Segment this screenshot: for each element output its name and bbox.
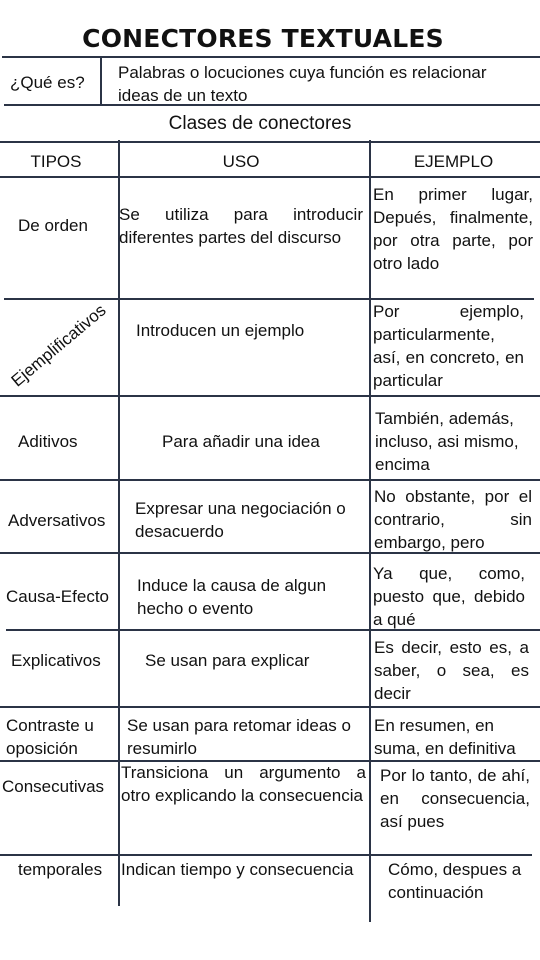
table-row-tipo: Causa-Efecto (6, 587, 109, 606)
table-row-uso: Transiciona un argumento a otro explicando la consecuencia (121, 763, 366, 805)
table-row-uso: Expresar una negociación o desacuerdo (135, 499, 346, 541)
table-row-ejemplo: Es decir, esto es, a saber, o sea, es decir (374, 638, 529, 703)
table-row-ejemplo: Ya que, como, puesto que, debido a qué (373, 564, 525, 629)
table-row-ejemplo: También, además, incluso, asi mismo, encima (375, 409, 519, 474)
table-row-tipo: De orden (18, 216, 88, 235)
divider (2, 56, 540, 58)
page-title: CONECTORES TEXTUALES (82, 24, 444, 53)
table-row-ejemplo: En primer lugar, Depués, finalmente, por otra parte, por otro lado (373, 185, 533, 273)
table-row-ejemplo: Por ejemplo, particularmente, así, en concreto, en particular (373, 302, 524, 390)
table-row-ejemplo: No obstante, por el contrario, sin embargo, pero (374, 487, 532, 552)
table-row-uso: Indican tiempo y consecuencia (121, 860, 354, 879)
table-row-ejemplo: Cómo, despues a continuación (388, 860, 522, 902)
table-row-tipo: Ejemplificativos (7, 300, 110, 391)
table-row-uso: Se usan para explicar (145, 651, 310, 670)
table-row-tipo: Adversativos (8, 511, 106, 530)
table-row-tipo: Explicativos (11, 651, 101, 670)
table-row-ejemplo: Por lo tanto, de ahí, en consecuencia, así pues (380, 766, 530, 831)
section-subtitle: Clases de conectores (168, 113, 352, 134)
divider (0, 706, 540, 708)
column-divider (369, 140, 371, 922)
divider (0, 141, 540, 143)
header-uso: USO (222, 152, 260, 171)
table-row-uso: Se usan para retomar ideas o resumirlo (127, 716, 351, 758)
table-row-tipo: Aditivos (18, 432, 78, 451)
table-row-uso: Induce la causa de algun hecho o evento (137, 576, 327, 618)
divider (100, 56, 102, 106)
column-divider (118, 140, 120, 906)
header-ejemplo: EJEMPLO (413, 152, 494, 171)
definition-text: Palabras o locuciones cuya función es relacionar ideas de un texto (118, 63, 487, 105)
divider (6, 629, 540, 631)
table-row-uso: Se utiliza para introducir diferentes partes del discurso (119, 205, 363, 247)
table-row-uso: Introducen un ejemplo (136, 321, 305, 340)
definition-label: ¿Qué es? (10, 73, 85, 92)
table-row-uso: Para añadir una idea (162, 432, 320, 451)
table-row-tipo: temporales (18, 860, 103, 879)
divider (0, 395, 540, 397)
divider (0, 854, 532, 856)
table-row-tipo: Consecutivas (2, 777, 105, 796)
divider (0, 176, 540, 178)
divider (0, 552, 540, 554)
divider (0, 479, 540, 481)
table-row-ejemplo: En resumen, en suma, en definitiva (374, 716, 516, 758)
header-tipos: TIPOS (30, 152, 82, 171)
table-row-tipo: Contraste u oposición (6, 716, 94, 758)
